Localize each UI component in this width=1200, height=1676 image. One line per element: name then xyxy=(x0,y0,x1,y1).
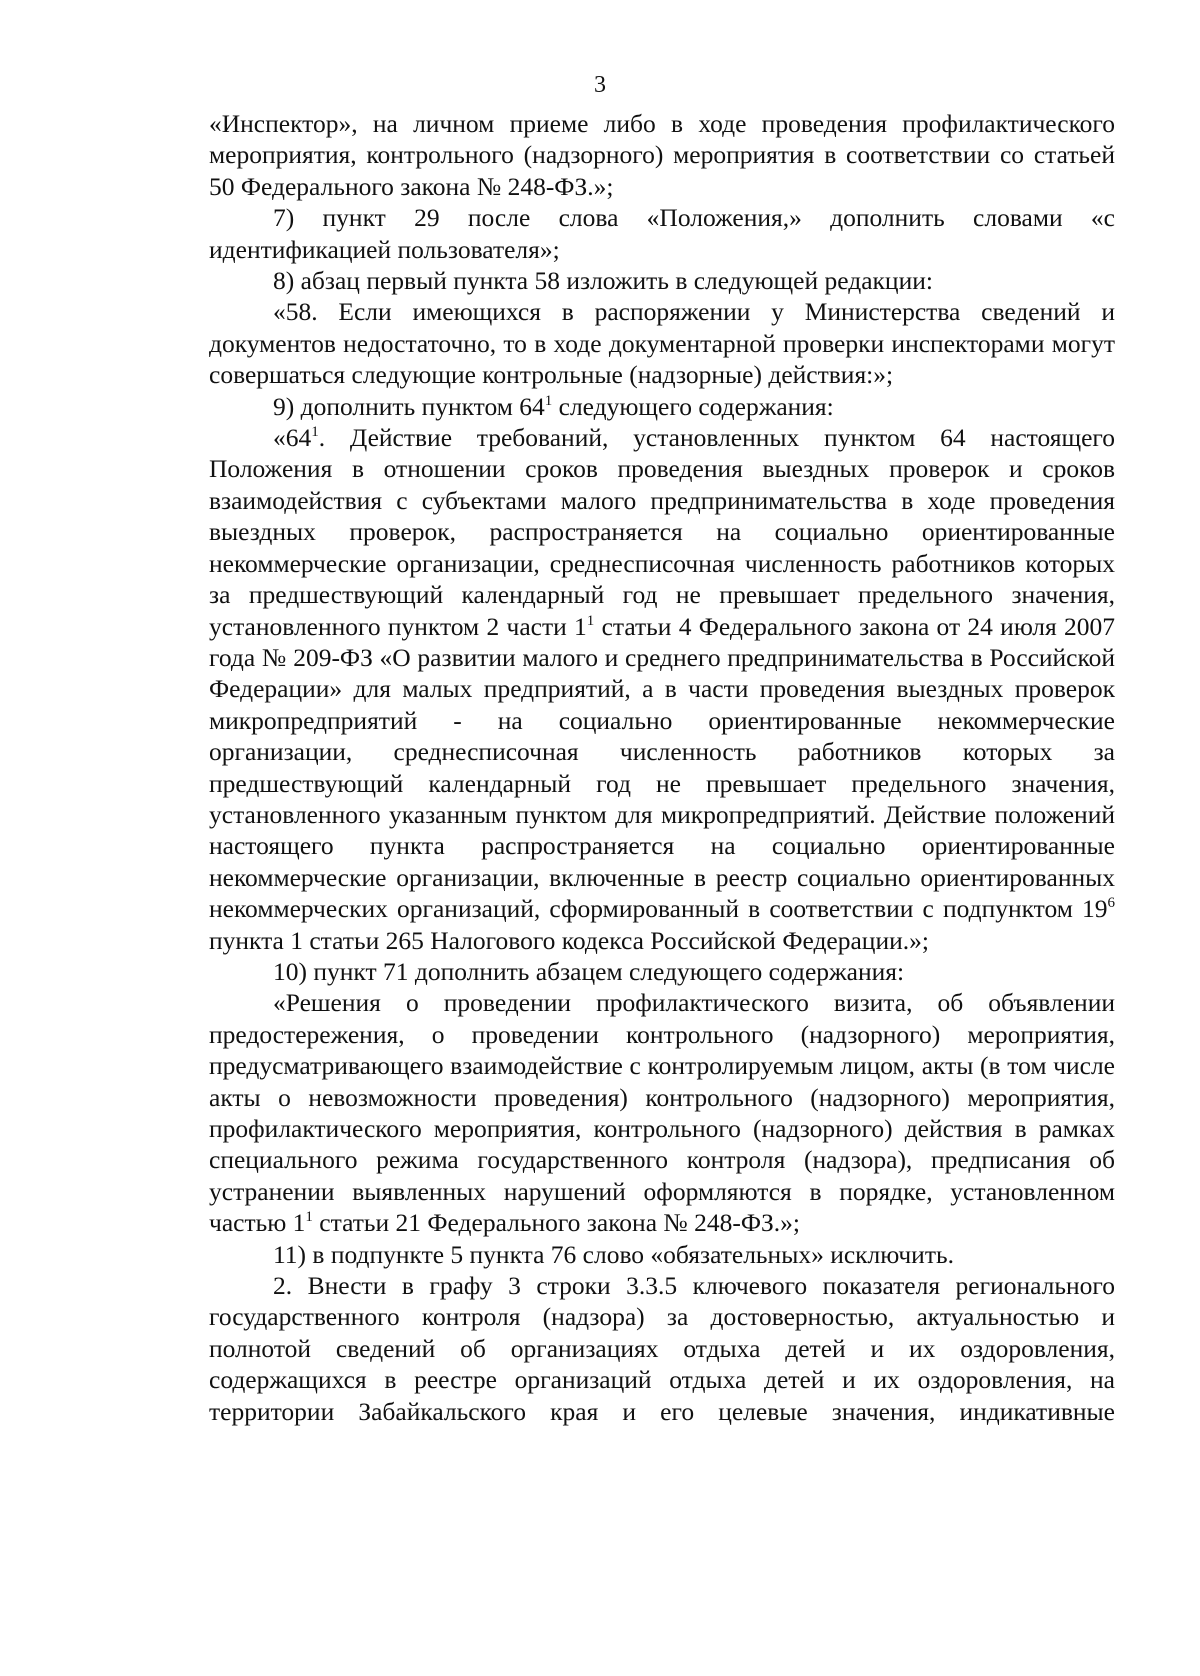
paragraph-4: «58. Если имеющихся в распоряжении у Министерства сведений и документов недостаточно, то в ходе документарной проверки инспекторами могут совершаться следующие контрольные (надзорные) действия:»; xyxy=(209,297,1115,390)
document-body xyxy=(209,108,1115,1427)
superscript: 6 xyxy=(1107,895,1115,912)
paragraph-8 xyxy=(209,987,1115,1238)
paragraph-3: 8) абзац первый пункта 58 изложить в следующей редакции: xyxy=(273,266,933,296)
superscript: 1 xyxy=(544,392,553,409)
paragraph-6-text-d: пункта 1 статьи 265 Налогового кодекса Российской Федерации.»; xyxy=(209,925,929,955)
paragraph-6-text-b: . Действие требований, установленных пунктом 64 настоящего Положения в отношении сроков проведения выездных проверок и сроков взаимодействия с субъектами малого предпринимательства в ходе проведения выездных проверок, распространяется на социально ориентированные некоммерческие организации, среднесписочная численность работников которых за предшествующий календарный год не превышает предельного значения, установленного пунктом 2 части 1 xyxy=(209,423,1115,641)
paragraph-8-text-b: статьи 21 Федерального закона № 248-ФЗ.»; xyxy=(312,1208,800,1238)
paragraph-6 xyxy=(209,422,1115,956)
superscript: 1 xyxy=(305,1209,313,1226)
paragraph-5-text-b: следующего содержания: xyxy=(552,391,834,421)
superscript: 1 xyxy=(586,612,595,629)
paragraph-5 xyxy=(209,391,1115,422)
paragraph-5-text-a: 9) дополнить пунктом 64 xyxy=(273,391,545,421)
paragraph-2: 7) пункт 29 после слова «Положения,» дополнить словами «с идентификацией пользователя»; xyxy=(209,203,1115,264)
superscript: 1 xyxy=(311,424,319,441)
paragraph-10: 2. Внести в графу 3 строки 3.3.5 ключевого показателя регионального государственного контроля (надзора) за достоверностью, актуальностью и полнотой сведений об организациях отдыха детей и их оздоровления, содержащихся в реестре организаций отдыха детей и их оздоровления, на территории Забайкальского края и его целевые значения, индикативные xyxy=(209,1271,1115,1426)
paragraph-6-text-c: статьи 4 Федерального закона от 24 июля 2007 года № 209-ФЗ «О развитии малого и среднего предпринимательства в Российской Федерации» для малых предприятий, а в части проведения выездных проверок микропредприятий - на социально ориентированные некоммерческие организации, среднесписочная численность работников которых за предшествующий календарный год не превышает предельного значения, установленного указанным пунктом для микропредприятий. Действие положений настоящего пункта распространяется на социально ориентированные некоммерческие организации, включенные в реестр социально ориентированных некоммерческих организаций, сформированный в соответствии с подпунктом 19 xyxy=(209,611,1115,924)
paragraph-1: «Инспектор», на личном приеме либо в ходе проведения профилактического мероприятия, контрольного (надзорного) мероприятия в соответствии со статьей 50 Федерального закона № 248-ФЗ.»; xyxy=(209,109,1115,201)
paragraph-6-text-a: «64 xyxy=(273,423,312,453)
paragraph-8-text-a: «Решения о проведении профилактического визита, об объявлении предостережения, о проведении контрольного (надзорного) мероприятия, предусматривающего взаимодействие с контролируемым лицом, акты (в том числе акты о невозможности проведения) контрольного (надзорного) мероприятия, профилактического мероприятия, контрольного (надзорного) действия в рамках специального режима государственного контроля (надзора), предписания об устранении выявленных нарушений оформляются в порядке, установленном частью 1 xyxy=(209,988,1115,1238)
paragraph-7: 10) пункт 71 дополнить абзацем следующего содержания: xyxy=(273,956,905,986)
page-number: 3 xyxy=(594,72,606,98)
paragraph-9: 11) в подпункте 5 пункта 76 слово «обязательных» исключить. xyxy=(273,1239,954,1269)
